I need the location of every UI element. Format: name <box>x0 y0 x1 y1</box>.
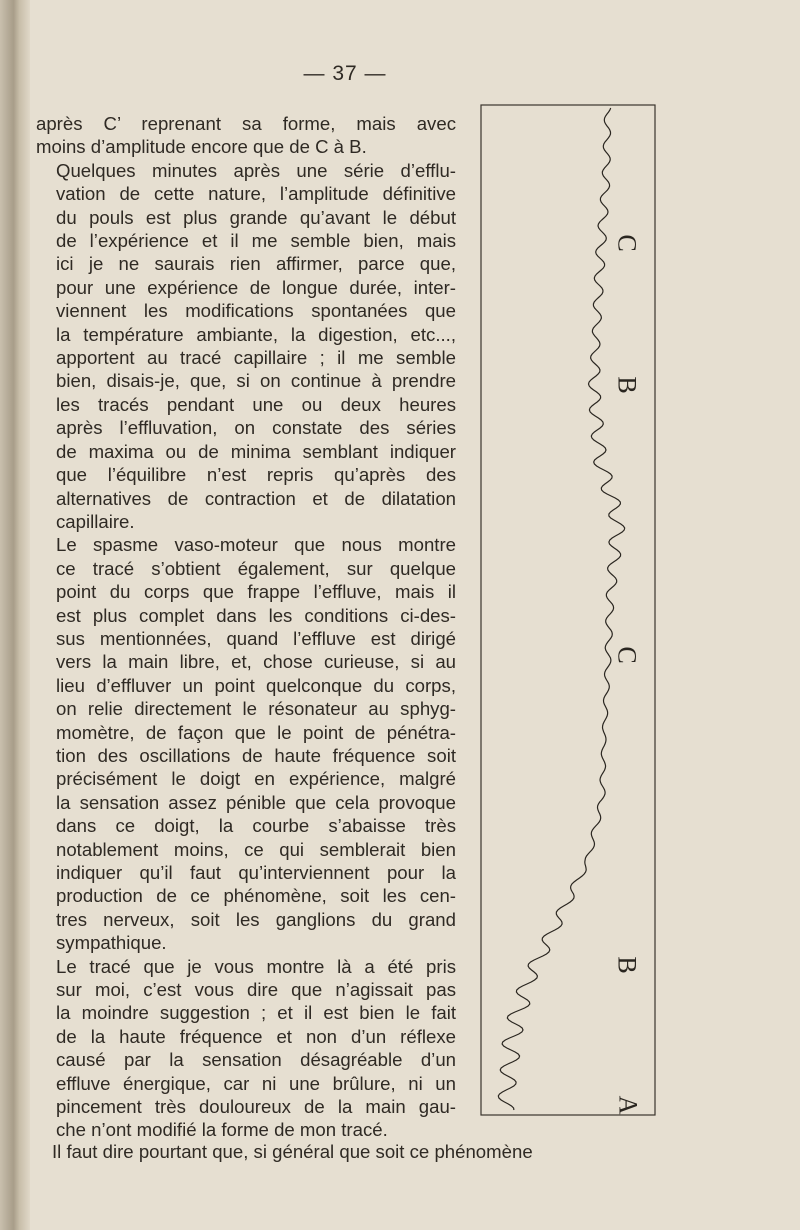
text-line: alternatives de contraction et de dilatation <box>56 487 456 509</box>
text-line: pour une expérience de longue durée, inter- <box>56 276 456 298</box>
text-line: lieu d’effluver un point quelconque du corps, <box>56 674 456 696</box>
text-line: tion des oscillations de haute fréquence soit <box>56 744 456 766</box>
text-line: de maxima ou de minima semblant indiquer <box>56 440 456 462</box>
text-line: vation de cette nature, l’amplitude définitive <box>56 183 456 205</box>
text-line: est plus complet dans les conditions ci-des- <box>56 604 456 626</box>
text-line: de la haute fréquence et non d’un réflexe <box>56 1025 456 1047</box>
text-line: on relie directement le résonateur au sphyg- <box>56 698 456 720</box>
pulse-trace-line <box>498 108 624 1110</box>
text-line: la moindre suggestion ; et il est bien le fait <box>56 1002 456 1024</box>
text-line: vers la main libre, et, chose curieuse, si au <box>56 651 456 673</box>
text-line: les tracés pendant une ou deux heures <box>56 393 456 415</box>
text-line: du pouls est plus grande qu’avant le début <box>56 206 456 228</box>
text-line: notablement moins, ce qui semblerait bien <box>56 838 456 860</box>
text-line: momètre, de façon que le point de pénétra- <box>56 721 456 743</box>
text-line: Le spasme vaso-moteur que nous montre <box>56 534 456 556</box>
text-line: ici je ne saurais rien affirmer, parce que, <box>56 253 456 275</box>
text-line: apportent au tracé capillaire ; il me semble <box>56 347 456 369</box>
segment-label-b-top: B <box>612 376 642 394</box>
closing-line: Il faut dire pourtant que, si général que soit ce phénomène <box>52 1141 533 1162</box>
book-binding-edge <box>0 0 30 1230</box>
text-line: après l’effluvation, on constate des séries <box>56 417 456 439</box>
text-line: précisément le doigt en expérience, malgré <box>56 768 456 790</box>
text-line: pincement très douloureux de la main gau- <box>56 1096 456 1118</box>
capillary-trace-figure <box>478 100 658 1120</box>
text-line: sur moi, c’est vous dire que n’agissait pas <box>56 979 456 1001</box>
body-text <box>36 112 456 1142</box>
text-line: capillaire. <box>56 510 135 532</box>
paragraph <box>36 112 456 159</box>
text-line: effluve énergique, car ni une brûlure, ni un <box>56 1072 456 1094</box>
text-line: moins d’amplitude encore que de C à B. <box>36 136 367 158</box>
text-line: la température ambiante, la digestion, etc..., <box>56 323 456 345</box>
segment-label-b-bottom: B <box>612 956 642 974</box>
segment-label-a: A <box>613 1095 643 1115</box>
text-line: de l’expérience et il me semble bien, mais <box>56 230 456 252</box>
text-line: que l’équilibre n’est repris qu’après des <box>56 464 456 486</box>
segment-label-c-top: C <box>612 234 642 252</box>
page-number: — 37 — <box>303 62 387 85</box>
text-line: indiquer qu’il faut qu’interviennent pour la <box>56 862 456 883</box>
text-line: che n’ont modifié la forme de mon tracé. <box>56 1119 388 1141</box>
text-line: après C’ reprenant sa forme, mais avec <box>36 113 456 134</box>
text-line: bien, disais-je, que, si on continue à prendre <box>56 370 456 392</box>
text-line: viennent les modifications spontanées que <box>56 300 456 322</box>
text-line: sympathique. <box>56 932 167 954</box>
text-line: Quelques minutes après une série d’efflu- <box>56 159 456 181</box>
text-line: causé par la sensation désagréable d’un <box>56 1049 456 1071</box>
text-line: la sensation assez pénible que cela provoque <box>56 791 456 813</box>
text-line: point du corps que frappe l’effluve, mais il <box>56 581 456 603</box>
paragraph <box>36 159 456 534</box>
text-line: Le tracé que je vous montre là a été pris <box>56 955 456 977</box>
segment-label-c-mid: C <box>612 646 642 664</box>
text-line: ce tracé s’obtient également, sur quelque <box>56 557 456 579</box>
text-line: production de ce phénomène, soit les cen- <box>56 885 456 907</box>
text-line: dans ce doigt, la courbe s’abaisse très <box>56 815 456 837</box>
paragraph <box>36 955 456 1142</box>
paragraph <box>36 533 456 954</box>
text-line: sus mentionnées, quand l’effluve est dirigé <box>56 627 456 649</box>
text-line: tres nerveux, soit les ganglions du grand <box>56 908 456 930</box>
